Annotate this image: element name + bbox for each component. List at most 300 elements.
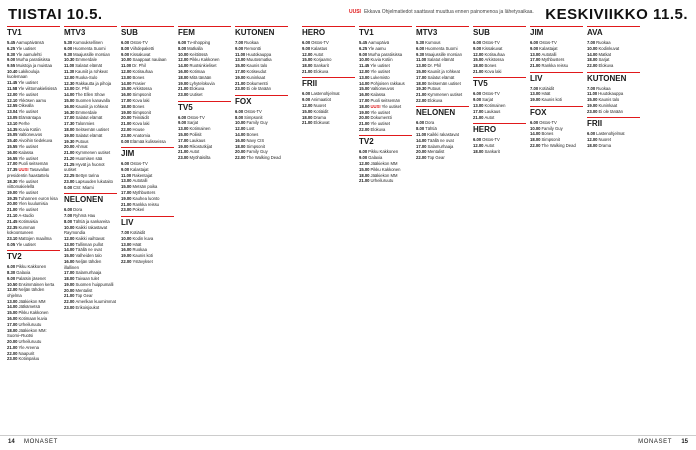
program-title: Muistoja ja muistaa (16, 63, 52, 69)
program-time: 21.00 (121, 201, 132, 207)
program-title: Drama (313, 114, 327, 120)
program-listing (7, 46, 60, 52)
program-title: Kuninkaat (598, 103, 618, 109)
program-listing (302, 40, 355, 46)
program-title: Autot (484, 114, 495, 120)
program-title: Huutokauppa (598, 91, 624, 97)
program-title: Ruokaa (132, 247, 147, 253)
program-title: The Ellen Show (75, 92, 105, 98)
program-listing (121, 46, 174, 52)
program-time: 12.00 (121, 68, 132, 74)
program-title: Jätkämetsä (18, 304, 40, 310)
program-time: 12.00 (64, 74, 75, 80)
program-title: Yle uutiset (370, 121, 391, 127)
program-time: 11.00 (121, 63, 132, 69)
program-listing (121, 110, 174, 116)
program-listing (178, 126, 231, 132)
program-listing (359, 81, 412, 87)
program-time: 9.00 (7, 275, 16, 281)
program-title: Nuoret (313, 103, 327, 109)
program-time: 23.00 (121, 207, 132, 213)
program-time: 6.00 (473, 40, 482, 45)
program-listing (64, 127, 117, 133)
program-title: Mythbusters (132, 190, 156, 196)
program-listing (64, 115, 117, 121)
program-title: Kalassa (18, 149, 34, 155)
channel-heading: JIM (530, 26, 583, 38)
program-listing (235, 86, 288, 92)
program-time: 22.35 (7, 224, 18, 230)
program-listing (473, 115, 526, 121)
program-listing (587, 52, 640, 58)
program-title: Salatut elämät (427, 57, 455, 63)
program-title: Sarjat (598, 57, 610, 63)
program-title: Salatut elämät (75, 115, 103, 121)
program-time: 18.00 (121, 103, 132, 109)
program-listing (178, 81, 231, 87)
program-title: Yle uutiset (18, 109, 39, 115)
program-title: Ensimmäinen kerta (18, 281, 55, 287)
program-listing (473, 97, 526, 103)
program-title: Kaunis talo (246, 63, 268, 69)
program-listing (235, 132, 288, 138)
channel-heading: NELONEN (64, 193, 117, 205)
program-time: 21.25 (64, 161, 75, 167)
program-listing (121, 104, 174, 110)
program-listing (359, 161, 412, 167)
program-listing (7, 207, 60, 213)
program-listing (359, 121, 412, 127)
program-title: Puoli seitsemän (370, 97, 401, 103)
program-listing (64, 40, 117, 46)
listing-column (302, 26, 355, 434)
program-title: Ostos-TV (482, 137, 500, 143)
program-time: 11.00 (64, 63, 75, 69)
program-title: Kalastajat (539, 45, 558, 51)
program-title: Pikku Kakkonen (368, 149, 399, 155)
program-time: 23.00 (178, 155, 189, 161)
program-title: Putous (427, 86, 441, 92)
program-time: 10.00 (530, 125, 541, 131)
program-listing (302, 97, 355, 103)
program-title: Keittiössä (189, 51, 208, 57)
program-time: 13.00 (178, 126, 189, 132)
program-time: 14.00 (64, 247, 75, 253)
program-time: 9.00 (235, 45, 244, 51)
program-listing (7, 316, 60, 322)
program-time: 8.00 (64, 218, 73, 224)
program-time: 22.00 (7, 350, 18, 356)
program-listing (235, 155, 288, 161)
program-title: Pohjoisen rakkaus (370, 80, 405, 86)
program-title: Autot (484, 142, 495, 148)
program-title: Elokuva (598, 63, 614, 69)
program-listing (530, 46, 583, 52)
program-listing (64, 139, 117, 145)
channel-heading: MTV3 (64, 26, 117, 38)
program-title: Muutosmatka (246, 57, 272, 63)
program-title: Animaatiot (311, 97, 331, 103)
program-listing (64, 75, 117, 81)
program-time: 9.00 (359, 51, 368, 57)
program-title: Suomen huippumalli (75, 281, 114, 287)
program-time: 11.00 (416, 57, 427, 63)
listing-column (235, 26, 288, 434)
program-time: 11.45 (7, 80, 18, 86)
program-title: Putous (75, 138, 89, 144)
program-time: 12.10 (7, 97, 18, 103)
program-title: Seitsemän uutiset (427, 80, 461, 86)
program-time: 15.00 (7, 310, 18, 316)
program-time: 17.00 (64, 270, 75, 276)
program-time: 14.00 (587, 51, 598, 57)
program-time: 18.00 (302, 114, 313, 120)
program-title: Seitsemän uutiset (75, 126, 109, 132)
channel-heading: FOX (235, 95, 288, 107)
program-title: Autot (189, 149, 200, 155)
program-time: 19.00 (64, 132, 75, 138)
program-listing (473, 57, 526, 63)
program-listing (64, 247, 117, 253)
program-listing (7, 57, 60, 63)
program-title: Palatsin jäsenet (16, 275, 46, 281)
program-title: Neljän tähden ohjelma (7, 287, 45, 298)
program-time: 18.00 (359, 172, 370, 178)
program-time: 15.00 (64, 253, 75, 259)
program-time: 19.00 (530, 97, 541, 103)
program-time: 9.00 (302, 97, 311, 103)
program-time: 16.00 (7, 316, 18, 322)
program-title: Mentalist (427, 149, 445, 155)
program-listing (587, 63, 640, 69)
program-time: 23.00 (235, 86, 246, 92)
program-title: Autot (313, 51, 324, 57)
program-title: Dokumentti (246, 80, 268, 86)
program-time: 21.00 (416, 92, 427, 98)
program-title: Anatomia (132, 132, 151, 138)
program-title: Naapurit (18, 350, 35, 356)
program-time: 23.00 (178, 92, 189, 98)
program-listing (416, 57, 469, 63)
program-time: 21.00 (7, 344, 18, 350)
program-time: 11.00 (587, 91, 598, 97)
program-listing (359, 149, 412, 155)
program-listing (302, 63, 355, 69)
program-title: Nuoret (598, 137, 612, 143)
program-title: Yle uutiset (18, 189, 39, 195)
program-title: Kotiäidit (130, 229, 146, 235)
program-time: 10.00 (121, 57, 132, 63)
program-listing (359, 167, 412, 173)
program-title: Kaunis koti (132, 253, 153, 259)
program-time: 13.00 (235, 57, 246, 63)
program-listing (121, 202, 174, 208)
program-title: Kova laki (132, 121, 150, 127)
program-listing (178, 52, 231, 58)
channel-heading: LIV (121, 216, 174, 228)
program-time: 16.00 (359, 92, 370, 98)
program-time: 21.00 (302, 120, 313, 126)
program-title: Drama (598, 142, 612, 148)
program-title: Kotirauhaa (484, 51, 505, 57)
program-time: 20.00 (64, 144, 75, 150)
program-title: Kymmenen uutiset (427, 92, 463, 98)
program-listing (7, 92, 60, 98)
program-title: Huomenta Suomi (73, 45, 106, 51)
program-time: 15.05 (7, 132, 18, 138)
program-time: 16.00 (178, 68, 189, 74)
program-time: 21.00 (359, 178, 370, 184)
program-time: 6.00 (530, 40, 539, 45)
program-listing (302, 52, 355, 58)
program-time: 13.10 (7, 120, 18, 126)
program-listing (587, 143, 640, 149)
program-title: Laukaus (484, 108, 501, 114)
program-title: Urheiluruutu (370, 178, 394, 184)
program-listing (416, 132, 469, 138)
program-time: 17.30 (64, 121, 75, 127)
program-title: Ystävykset (132, 258, 153, 264)
program-title: Lastenohjelmat (596, 131, 625, 137)
program-title: Ruotsinkieliset (189, 63, 217, 69)
program-listing (7, 161, 60, 167)
program-title: Häät (132, 241, 142, 247)
program-listing (530, 86, 583, 92)
program-time: 12.00 (64, 235, 75, 241)
channel-heading: MTV3 (416, 26, 469, 38)
program-title: Salatut elämät (75, 132, 103, 138)
program-time: 14.35 (7, 126, 18, 132)
program-time: 8.00 (178, 45, 187, 51)
program-time: 12.00 (7, 91, 18, 97)
program-title: Huomisen sää (75, 155, 103, 161)
channel-heading: KUTONEN (587, 72, 640, 84)
program-title: Maajussille morsian (73, 51, 110, 57)
program-title: Ykkösen aamu (18, 97, 47, 103)
program-time: 8.00 (416, 126, 425, 132)
program-time: 7.00 (121, 229, 130, 235)
program-time: 18.00 (416, 80, 427, 86)
program-time: 6.00 (359, 149, 368, 155)
program-title: Frasier (132, 80, 146, 86)
program-time: 19.30 (64, 138, 75, 144)
program-time: 18.00 (235, 143, 246, 149)
program-title: Ahmat (75, 144, 88, 150)
program-listing (359, 155, 412, 161)
program-listing (7, 304, 60, 310)
listing-column (473, 26, 526, 434)
program-title: Lastenohjelmat (311, 91, 340, 97)
program-listing (359, 127, 412, 133)
program-listing (64, 63, 117, 69)
program-listing (64, 270, 117, 276)
program-time: 6.00 (121, 161, 130, 167)
program-listing (530, 63, 583, 69)
program-title: Kalastus (311, 45, 328, 51)
program-listing (178, 86, 231, 92)
notice-tag: UUSI (349, 9, 361, 15)
program-time: 14.00 (64, 92, 75, 98)
program-title: Elokuva (313, 68, 329, 74)
program-time: 5.30 (416, 40, 425, 45)
program-title: Kaunis koti (541, 97, 562, 103)
program-title: Tasavallan presidentin haastattelu (7, 167, 50, 178)
program-time: 13.00 (121, 74, 132, 80)
channel-heading: TV5 (473, 77, 526, 89)
program-title: Täällä ne ovat (427, 137, 454, 143)
program-title: Tallinnan pullot (75, 241, 104, 247)
program-title: Kotiseudut (246, 68, 267, 74)
program-title: Hyvät ja huonot uutiset (64, 161, 105, 173)
program-listing (121, 196, 174, 202)
program-listing (416, 126, 469, 132)
program-title: Yle uutiset (18, 155, 39, 161)
program-title: Mattojen maailma (18, 235, 52, 241)
program-listing (7, 282, 60, 288)
program-time: 12.00 (473, 51, 484, 57)
program-time: 14.00 (121, 80, 132, 86)
program-time: 22.00 (416, 97, 427, 103)
program-listing (64, 253, 117, 259)
program-title: Kuvia Kotiin (370, 57, 393, 63)
program-time: 19.00 (587, 103, 598, 109)
program-listing (473, 91, 526, 97)
program-listing (178, 92, 231, 98)
program-listing (7, 63, 60, 69)
program-listing (121, 115, 174, 121)
program-listing (302, 103, 355, 109)
program-time: 21.00 (473, 68, 484, 74)
program-title: Family Guy (246, 149, 268, 155)
program-title: Jääkiekon MM: Suomi–Ruotsi (7, 327, 47, 339)
program-listing (64, 150, 117, 156)
program-listing (121, 230, 174, 236)
program-time: 10.00 (64, 224, 75, 230)
program-time: 13.00 (121, 178, 132, 184)
program-title: Yle uutiset (381, 103, 402, 109)
program-time: 16.00 (121, 92, 132, 98)
program-listing (235, 52, 288, 58)
program-time: 9.00 (473, 45, 482, 51)
program-listing (416, 144, 469, 150)
program-time: 11.30 (64, 68, 75, 74)
program-listing (121, 63, 174, 69)
program-title: Yle Areena (18, 344, 39, 350)
program-listing (121, 190, 174, 196)
program-time: 11.00 (121, 172, 132, 178)
program-time: 6.00 (473, 137, 482, 143)
program-listing (7, 310, 60, 316)
program-title: Kuvia Kotiin (18, 126, 41, 132)
program-title: Yle uutiset (18, 80, 38, 86)
program-listing (64, 185, 117, 191)
program-title: Rakkautta ja pihoja (75, 80, 112, 86)
program-listing (235, 120, 288, 126)
program-time: 6.00 (302, 91, 311, 97)
program-time: 18.00 (7, 327, 18, 333)
program-listing (178, 75, 231, 81)
program-time: 6.25 (7, 45, 16, 51)
program-time: 7.00 (587, 40, 596, 45)
program-title: Bones (541, 131, 554, 137)
program-title: Autotalli (132, 178, 148, 184)
program-listing (302, 69, 355, 75)
program-title: Salatut elämät (427, 74, 455, 80)
program-time: 17.00 (416, 143, 427, 149)
page-number-left: 14 (8, 439, 15, 445)
program-listing (178, 63, 231, 69)
program-title: Elämäntapa (18, 115, 41, 121)
program-title: Maajussille morsian (425, 51, 462, 57)
program-listing (359, 40, 412, 46)
program-listing (7, 52, 60, 58)
program-listing (121, 207, 174, 213)
program-listing (359, 110, 412, 116)
program-listing (7, 138, 60, 144)
program-listing (7, 287, 60, 298)
program-time: 10.00 (121, 235, 132, 241)
program-time: 15.00 (121, 86, 132, 92)
program-listing (64, 259, 117, 270)
program-title: Pikku Kakkonen (16, 264, 47, 270)
program-listing (7, 322, 60, 328)
program-time: 21.00 (64, 293, 75, 299)
program-title: Emmerdale (75, 109, 97, 115)
program-time: 21.00 (473, 114, 484, 120)
channel-heading: TV1 (7, 26, 60, 38)
program-listing (7, 264, 60, 270)
program-time: 19.00 (235, 74, 246, 80)
program-listing (473, 103, 526, 109)
program-time: 15.00 (235, 63, 246, 69)
program-time: 18.00 (473, 148, 484, 154)
program-listing (121, 247, 174, 253)
program-time: 21.10 (7, 213, 18, 219)
program-listing (235, 109, 288, 115)
program-time: 18.00 (178, 74, 189, 80)
program-title: Kova laki (132, 97, 150, 103)
program-listing (121, 57, 174, 63)
program-title: Salatut elämät (75, 63, 103, 69)
program-time: 9.00 (121, 166, 130, 172)
program-title: Ostos-TV (244, 108, 262, 114)
program-time: 6.00 (416, 45, 425, 51)
program-title: Jääkiekon MM (370, 161, 398, 167)
program-title: Ostos-TV (130, 161, 148, 167)
program-time: 7.00 (530, 85, 539, 91)
program-time: 13.00 (64, 86, 75, 92)
program-time: 18.00 (64, 126, 75, 132)
program-listing (7, 201, 60, 207)
program-listing (178, 69, 231, 75)
program-time: 18.00 (587, 57, 598, 63)
program-title: Tähtiä ja sankareita (73, 218, 110, 224)
program-title: CSI: Miami (73, 184, 94, 190)
program-time: 15.00 (416, 68, 427, 74)
program-listing (359, 86, 412, 92)
program-title: Kissakuvat (130, 51, 151, 57)
program-time: 6.00 (530, 119, 539, 125)
program-listing (302, 91, 355, 97)
program-listing (178, 46, 231, 52)
program-listing (530, 91, 583, 97)
program-time: 9.30 (416, 51, 425, 57)
channel-heading: KUTONEN (235, 26, 288, 38)
program-listing (587, 46, 640, 52)
program-time: 16.00 (64, 103, 75, 109)
program-listing (235, 75, 288, 81)
program-title: Laukaus (189, 137, 206, 143)
